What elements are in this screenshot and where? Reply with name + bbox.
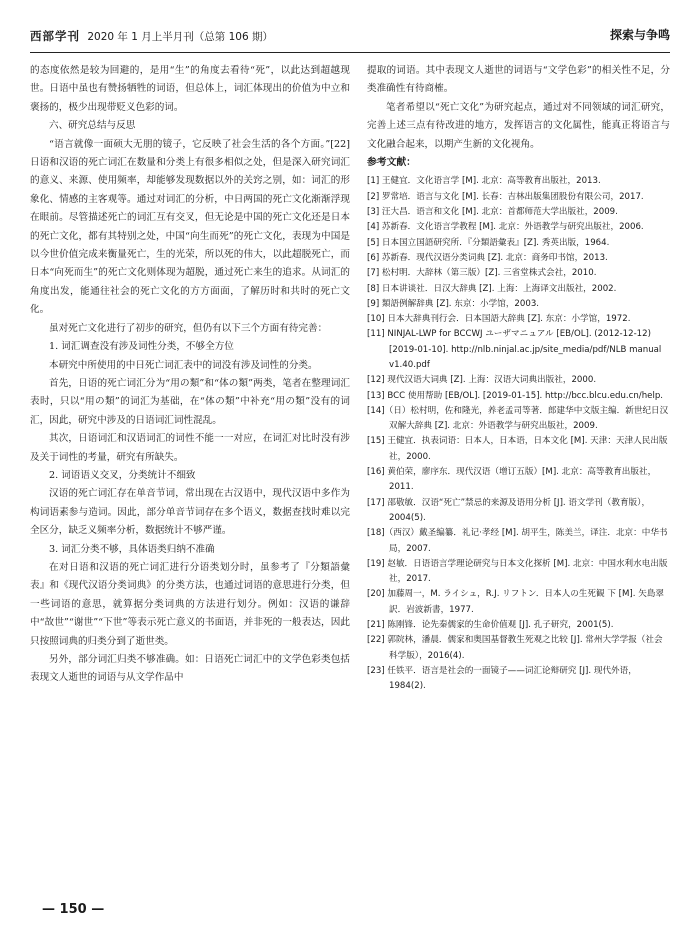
- paragraph: 首先，日语的死亡词汇分为“用の類”和“体の類”两类，笔者在整理词汇表时，只以“用の類”的词汇为基础，在“体の類”中补充“用の類”没有的词汇，因此，研究中涉及的日语词汇词性混乱。: [30, 377, 350, 426]
- reference-item: [11] NINJAL-LWP for BCCWJ ユーザマニュアル [EB/OL]. (2012-12-12) [2019-01-10]. http://nlb.ninjal.ac.jp/site_media/pdf/NLB manual v1.40.pdf: [367, 329, 662, 370]
- paragraph: 本研究中所使用的中日死亡词汇表中的词没有涉及词性的分类。: [49, 359, 318, 371]
- reference-item: [21] 陈刚锋．论先秦儒家的生命价值观 [J]. 孔子研究，2001(5).: [367, 620, 614, 631]
- reference-item: [4] 苏新春．文化语言学教程 [M]. 北京：外语教学与研究出版社，2006.: [367, 222, 644, 233]
- reference-item: [15] 王健宜．执表词语：日本人，日本语，日本文化 [M]. 天津：天津人民出版社，2000.: [367, 436, 668, 462]
- reference-item: [19] 赵敏．日语语言学理论研究与日本文化探析 [M]. 北京：中国水利水电出版社，2017.: [367, 558, 668, 585]
- left-column: [30, 62, 350, 688]
- subsection-heading: 1. 词汇调查没有涉及词性分类，不够全方位: [49, 341, 234, 353]
- reference-item: [3] 汪大昌．语言和文化 [M]. 北京：首都师范大学出版社，2009.: [367, 207, 618, 218]
- reference-item: [18]（西汉）戴圣编纂．礼记·孝经 [M]. 胡平生，陈美兰，译注．北京：中华书局，2007.: [367, 528, 668, 554]
- paragraph: 其次，日语词汇和汉语词汇的词性不能一一对应，在词汇对比时没有涉及关于词性的考量，研究有所缺失。: [30, 433, 350, 463]
- reference-item: [13] BCC 使用帮助 [EB/OL]. [2019-01-15]. http://bcc.blcu.edu.cn/help.: [367, 390, 664, 401]
- reference-item: [9] 類語例解辞典 [Z]. 东京：小学馆，2003.: [367, 298, 540, 309]
- issue-info: 2020 年 1 月上半月刊（总第 106 期）: [87, 31, 273, 43]
- journal-header-info: [30, 28, 273, 44]
- subsection-heading: 2. 词语语义交叉，分类统计不细致: [49, 469, 196, 481]
- reference-item: [23] 任铁平．语言是社会的一面镜子——词汇论辩研究 [J]. 现代外语，1984(2).: [367, 665, 637, 692]
- reference-item: [1] 王健宜．文化语言学 [M]. 北京：高等教育出版社，2013.: [367, 176, 601, 187]
- paragraph: 笔者希望以“死亡文化”为研究起点，通过对不同领域的词汇研究，完善上述三点有待改进的地方，发挥语言的文化属性，能真正将语言与文化融合起来，以期产生新的文化视角。: [367, 101, 670, 150]
- reference-item: [6] 苏新春．现代汉语分类词典 [Z]. 北京：商务印书馆，2013.: [367, 252, 608, 263]
- page-number: — 150 —: [42, 902, 105, 917]
- reference-item: [17] 邵敬敏．汉语“死亡”禁忌的来源及语用分析 [J]. 语文学刊（教育版），2004(5).: [367, 497, 651, 523]
- subsection-heading: 3. 词汇分类不够，具体语类归纳不准确: [49, 543, 215, 555]
- right-column: [367, 62, 670, 695]
- paragraph: 提取的词语。其中表现文人逝世的词语与“文学色彩”的相关性不足，分类准确性有待商榷。: [367, 65, 670, 95]
- section-heading: 六、研究总结与反思: [49, 120, 136, 132]
- reference-item: [8] 日本讲谈社．日汉大辞典 [Z]. 上海：上海译文出版社，2002.: [367, 283, 617, 294]
- reference-item: [10] 日本大辞典刊行会．日本国語大辞典 [Z]. 东京：小学馆，1972.: [367, 314, 631, 325]
- header-rule: [30, 52, 670, 53]
- reference-item: [16] 黄伯荣，廖序东．现代汉语（增订五版）[M]. 北京：高等教育出版社，2011.: [367, 467, 657, 493]
- reference-item: [20] 加藤周一，M. ライシュ，R.J. リフトン．日本人の生死観 下 [M]. 矢島翠訳．岩波新書，1977.: [367, 589, 665, 615]
- paragraph: 汉语的死亡词汇存在单音节词，常出现在古汉语中，现代汉语中多作为构词语素参与造词。因此，部分单音节词存在多个语义，数据查找时难以完全区分，缺乏义频率分析，数据统计不够严谨。: [30, 488, 350, 537]
- reference-item: [2] 罗常培．语言与文化 [M]. 长春：吉林出版集团股份有限公司，2017.: [367, 191, 644, 202]
- paragraph: 虽对死亡文化进行了初步的研究，但仍有以下三个方面有待完善：: [49, 322, 328, 334]
- reference-item: [14]（日）松村明，佐和隆光，养老孟司等著．郎建华中文版主编．新世纪日汉双解大辞典 [Z]. 北京：外语教学与研究出版社，2009.: [367, 405, 669, 432]
- paragraph: 的态度依然是较为回避的，是用“生”的角度去看待“死”，以此达到超越现世。日语中虽也有赞扬牺牲的词语，但总体上，词汇体现出的价值为中立和褒扬的，极少出现带贬义色彩的词。: [30, 65, 350, 113]
- journal-logo: 西部学刊: [30, 29, 80, 43]
- paragraph: “语言就像一面硕大无朋的镜子，它反映了社会生活的各个方面。”[22] 日语和汉语的死亡词汇在数量和分类上有很多相似之处，但是深入研究词汇的意义、来源、使用频率，却能够发现数据以外的关窍之别，如：词汇的形象化、情感的主客观等。通过对词汇的分析，中日两国的死亡文化渐渐浮现在眼前。尽管描述死亡的词汇互有交叉，但无论是中国的死亡文化还是日本的死亡文化，都有其特别之处，中国“向生而死”的死亡文化，表现为中国是以今世价值完成来衡量死亡，生的光荣，所以死的伟大，以此超脱死亡，而日本“向死而生”的死亡文化则体现为超脱，通过死亡来生的追求。从词汇的角度出发，能通往社会的死亡文化的方方面面，了解历时和共时的死亡文化。: [30, 138, 350, 316]
- reference-item: [12] 现代汉语大词典 [Z]. 上海：汉语大词典出版社，2000.: [367, 375, 597, 386]
- reference-item: [5] 日本国立国語研究所．『分類語彙表』[Z]. 秀英出版，1964.: [367, 237, 610, 248]
- reference-item: [22] 郭院林，潘晨．儒家和奥国基督教生死观之比较 [J]. 常州大学学报（社会科学版），2016(4).: [367, 635, 663, 661]
- references-heading: 参考文献：: [367, 157, 416, 169]
- paragraph: 另外，部分词汇归类不够准确。如：日语死亡词汇中的文学色彩类包括表现文人逝世的词语与从文学作品中: [30, 654, 350, 684]
- paragraph: 在对日语和汉语的死亡词汇进行分语类划分时，虽参考了『分類語彙表』和《现代汉语分类词典》的分类方法，也通过词语的意思进行分类，但一些词语的意思，就算据分类词典的方法进行划分。例如：汉语的谦辞中“故世”“谢世”“下世”等表示死亡意义的书面语，并非死的一般表达，因此只按照词典的归类分到了逝世类。: [30, 561, 350, 647]
- page-header: [30, 26, 670, 48]
- reference-list: [367, 174, 670, 694]
- section-title: 探索与争鸣: [609, 28, 670, 42]
- reference-item: [7] 松村明．大辞林（第三版）[Z]. 三省堂株式会社，2010.: [367, 268, 597, 279]
